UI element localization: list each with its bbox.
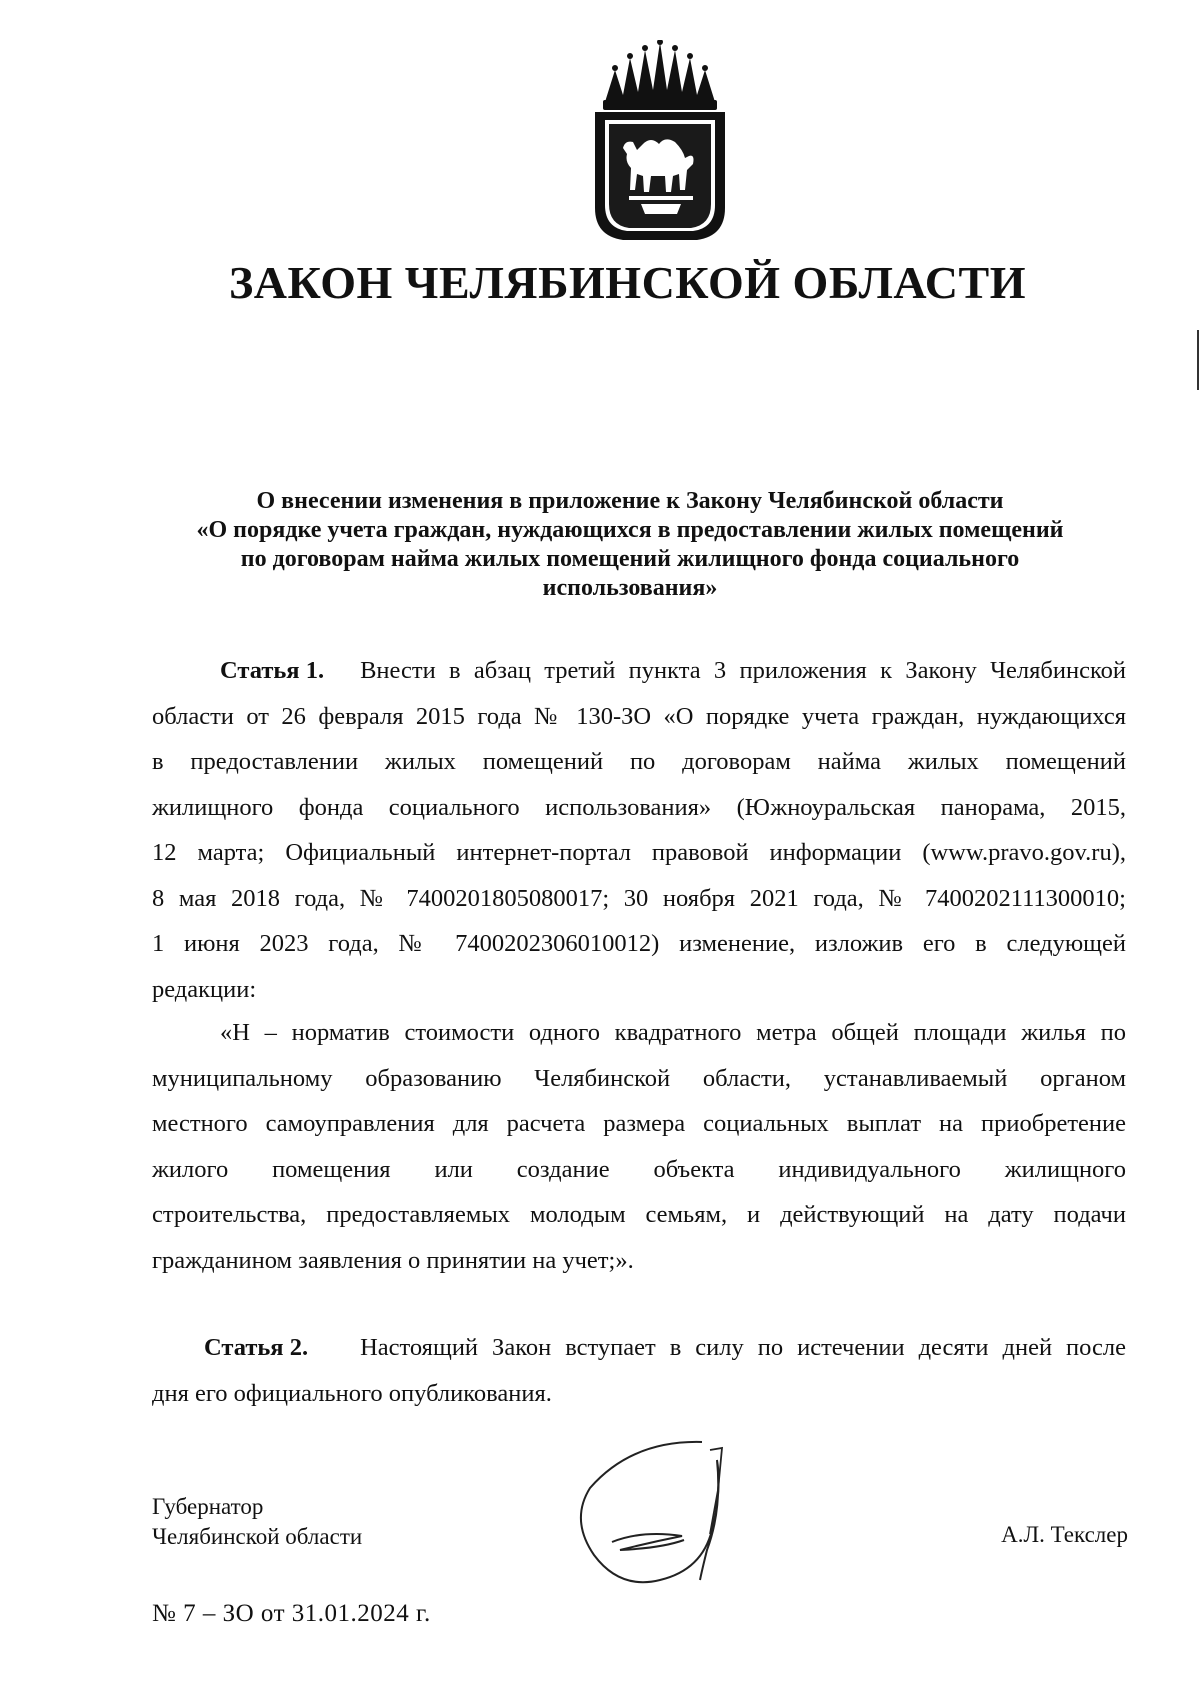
- article-2-line: дня его официального опубликования.: [152, 1379, 552, 1407]
- handwritten-signature: [572, 1430, 772, 1595]
- signatory-position: [152, 1492, 362, 1552]
- quote-line: местного самоуправления для расчета размера социальных выплат на приобретение: [152, 1110, 1126, 1137]
- law-number: № 7 – ЗО от 31.01.2024 г.: [152, 1600, 431, 1627]
- article-1-line: редакции:: [152, 975, 257, 1003]
- signatory-position-line: Челябинской области: [152, 1524, 363, 1549]
- article-1-line: 12 марта; Официальный интернет-портал правовой информации (www.pravo.gov.ru),: [152, 839, 1126, 866]
- law-title: ЗАКОН ЧЕЛЯБИНСКОЙ ОБЛАСТИ: [229, 257, 1026, 308]
- signatory-name: А.Л. Текслер: [1001, 1522, 1128, 1547]
- quote-line: жилого помещения или создание объекта индивидуального жилищного: [152, 1155, 1126, 1183]
- article-1-line: Статья 1. Внести в абзац третий пункта 3 приложения к Закону Челябинской: [152, 648, 1126, 694]
- article-1: [152, 648, 1126, 1012]
- article-1-quote: [152, 1010, 1126, 1283]
- article-2-label: Статья 2.: [204, 1334, 309, 1361]
- article-2-line: Статья 2. Настоящий Закон вступает в силу по истечении десяти дней после: [152, 1325, 1126, 1371]
- article-1-line: жилищного фонда социального использования» (Южноуральская панорама, 2015,: [152, 793, 1126, 821]
- article-1-line: 8 мая 2018 года, № 7400201805080017; 30 ноября 2021 года, № 7400202111300010;: [152, 884, 1126, 912]
- quote-line: «Н – норматив стоимости одного квадратного метра общей площади жилья по: [220, 1019, 1126, 1046]
- subject-line: использования»: [542, 575, 718, 601]
- quote-line: муниципальному образованию Челябинской области, устанавливаемый органом: [152, 1064, 1126, 1092]
- subject-line: «О порядке учета граждан, нуждающихся в предоставлении жилых помещений: [196, 517, 1064, 543]
- scan-edge-mark: [1197, 330, 1199, 390]
- signatory-position-line: Губернатор: [152, 1494, 264, 1519]
- article-1-label: Статья 1.: [220, 657, 325, 684]
- quote-line: гражданином заявления о принятии на учет;».: [152, 1246, 634, 1274]
- subject-line: О внесении изменения в приложение к Закону Челябинской области: [256, 488, 1004, 514]
- article-1-line: области от 26 февраля 2015 года № 130-ЗО «О порядке учета граждан, нуждающихся: [152, 702, 1126, 730]
- quote-line: строительства, предоставляемых молодым семьям, и действующий на дату подачи: [152, 1201, 1126, 1228]
- article-1-line: в предоставлении жилых помещений по договорам найма жилых помещений: [152, 748, 1126, 775]
- article-2: [152, 1325, 1126, 1416]
- article-1-line: 1 июня 2023 года, № 7400202306010012) изменение, изложив его в следующей: [152, 930, 1126, 957]
- coat-of-arms-icon: [585, 40, 735, 245]
- subject-line: по договорам найма жилых помещений жилищного фонда социального: [240, 546, 1020, 572]
- law-subject: [140, 487, 1120, 603]
